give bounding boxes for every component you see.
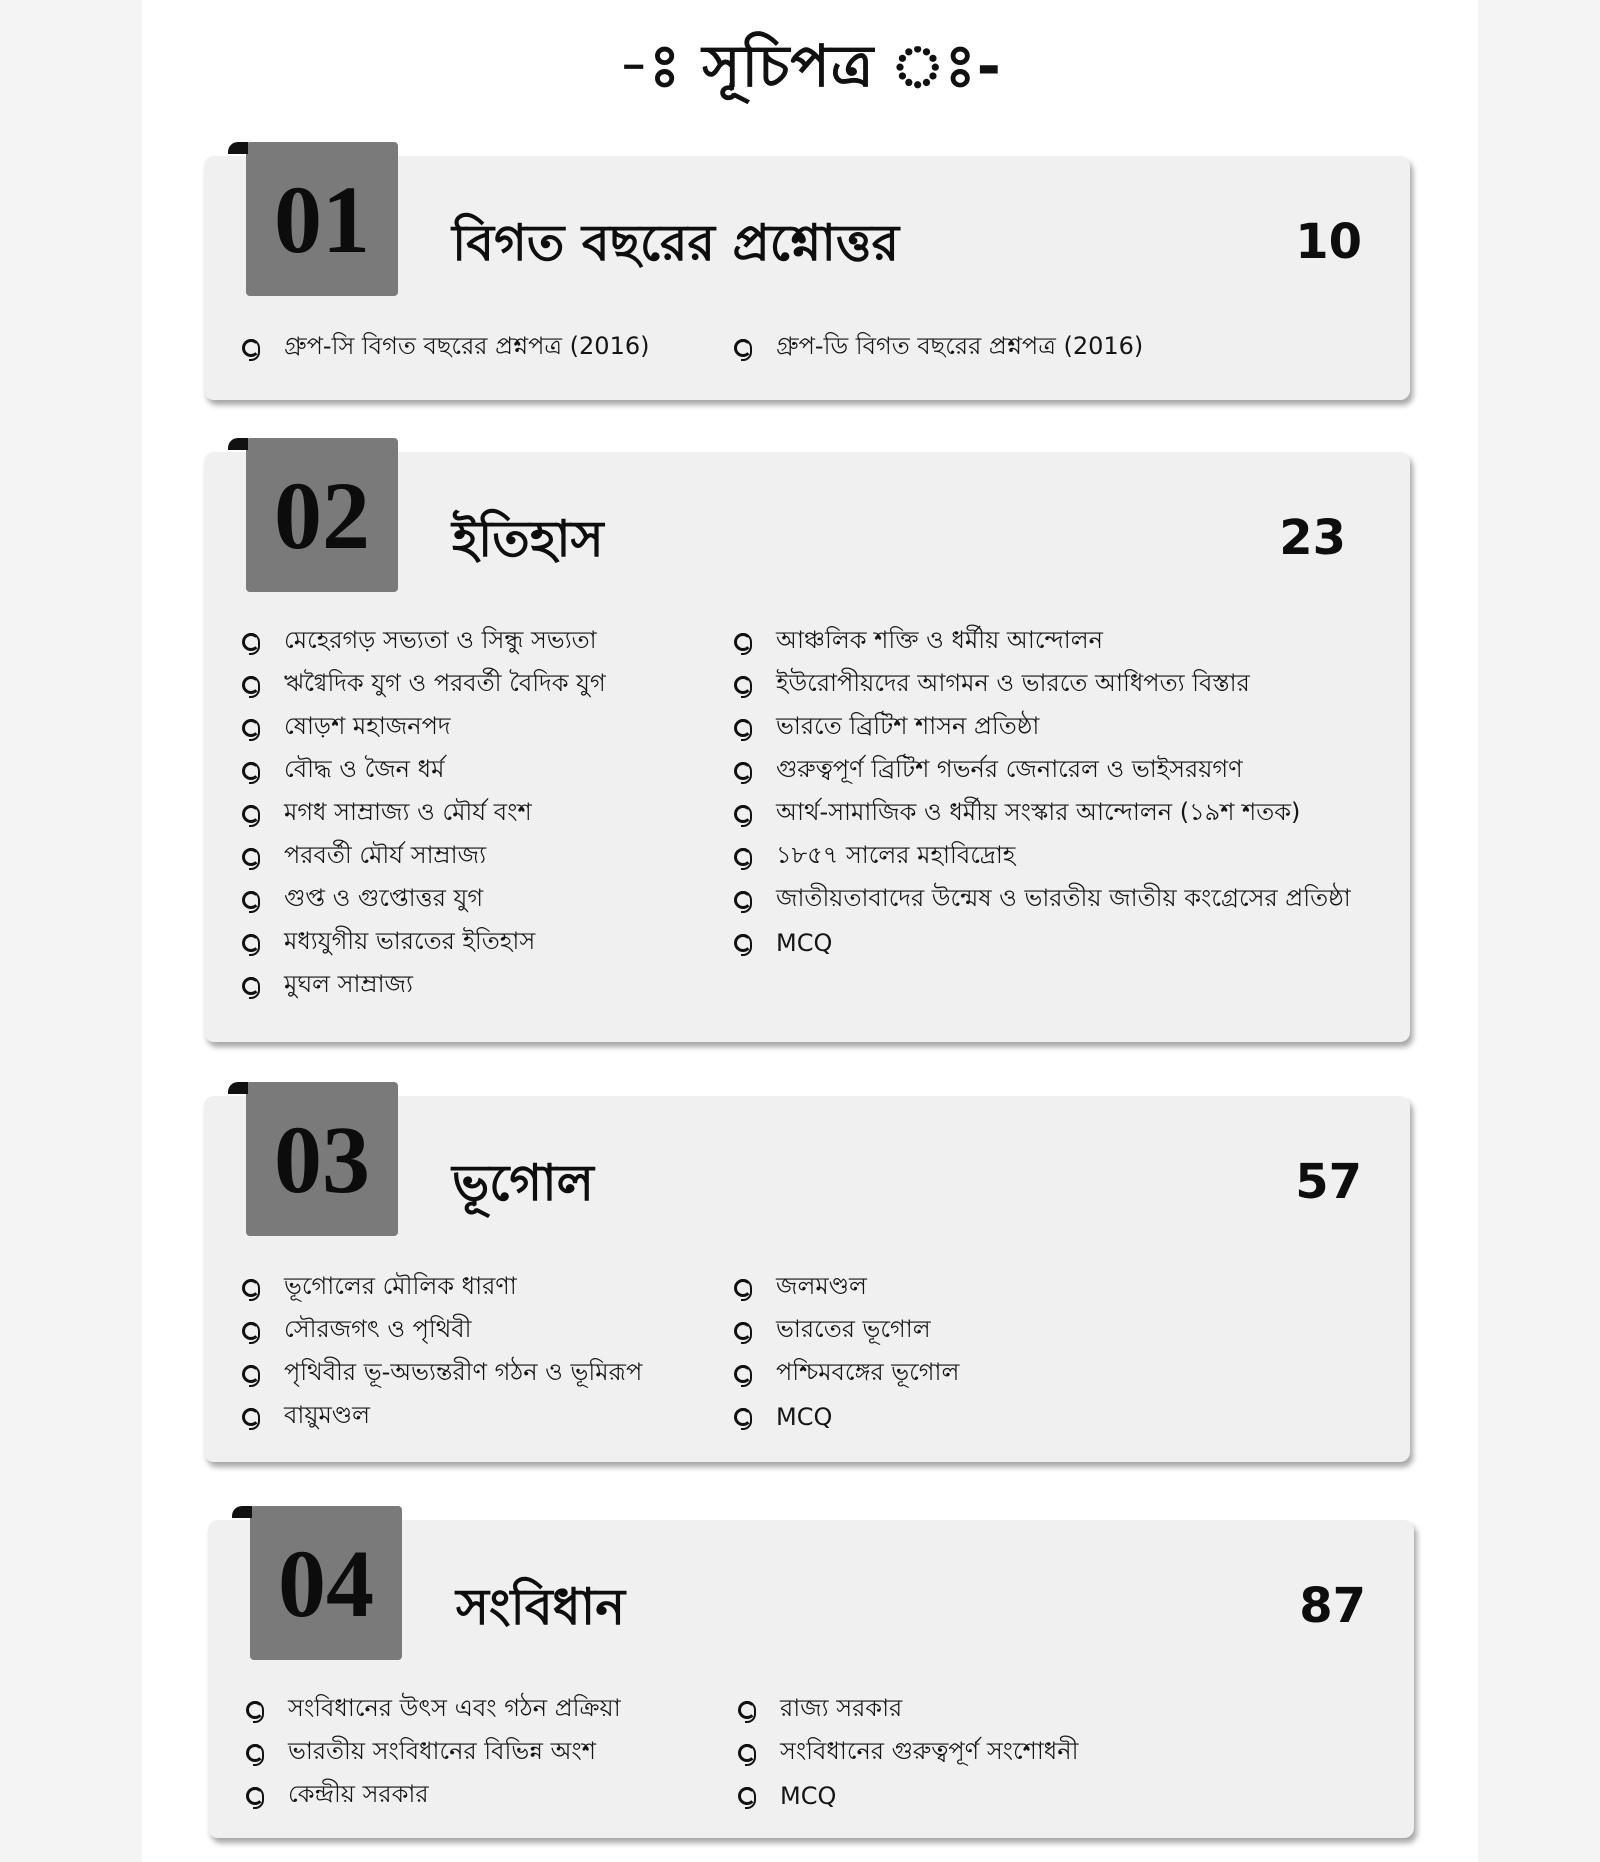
- toc-item: মধ্যযুগীয় ভারতের ইতিহাস: [242, 921, 734, 964]
- toc-item: রাজ্য সরকার: [738, 1688, 1388, 1731]
- toc-item: ১৮৫৭ সালের মহাবিদ্রোহ: [734, 835, 1384, 878]
- section-items: [246, 1688, 1388, 1817]
- section-page-number: 23: [1279, 510, 1346, 566]
- section-number-tab: [246, 142, 398, 296]
- section-number: 01: [274, 165, 370, 273]
- toc-item: মুঘল সাম্রাজ্য: [242, 964, 734, 1007]
- section-items: [242, 326, 1384, 369]
- circle-bullet-icon: [738, 1787, 756, 1805]
- section-items: [242, 620, 1384, 1007]
- section-page-number: 10: [1295, 214, 1362, 270]
- toc-item: গ্রুপ-সি বিগত বছরের প্রশ্নপত্র (2016): [242, 326, 734, 369]
- circle-bullet-icon: [242, 805, 260, 823]
- circle-bullet-icon: [738, 1701, 756, 1719]
- circle-bullet-icon: [734, 719, 752, 737]
- circle-bullet-icon: [242, 1408, 260, 1426]
- circle-bullet-icon: [734, 762, 752, 780]
- section-title: ইতিহাস: [452, 510, 604, 568]
- section-title: ভূগোল: [452, 1154, 594, 1212]
- toc-item: জলমণ্ডল: [734, 1266, 1384, 1309]
- circle-bullet-icon: [246, 1787, 264, 1805]
- circle-bullet-icon: [242, 848, 260, 866]
- toc-item: MCQ: [738, 1774, 1388, 1817]
- circle-bullet-icon: [734, 805, 752, 823]
- toc-item: গ্রুপ-ডি বিগত বছরের প্রশ্নপত্র (2016): [734, 326, 1384, 369]
- section-number-tab: [250, 1506, 402, 1660]
- section-number: 03: [274, 1105, 370, 1213]
- circle-bullet-icon: [738, 1744, 756, 1762]
- circle-bullet-icon: [734, 1365, 752, 1383]
- circle-bullet-icon: [242, 934, 260, 952]
- section-number: 04: [278, 1529, 374, 1637]
- section-title: সংবিধান: [456, 1578, 626, 1636]
- section-01: [204, 156, 1410, 400]
- circle-bullet-icon: [242, 1279, 260, 1297]
- toc-item: ভূগোলের মৌলিক ধারণা: [242, 1266, 734, 1309]
- section-items: [242, 1266, 1384, 1438]
- toc-item: ষোড়শ মহাজনপদ: [242, 706, 734, 749]
- page-title: -ঃ সূচিপত্র ঃ-: [618, 32, 1002, 100]
- toc-page: [142, 0, 1478, 1862]
- section-title: বিগত বছরের প্রশ্নোত্তর: [452, 214, 900, 272]
- section-03: [204, 1096, 1410, 1462]
- toc-item: পরবর্তী মৌর্য সাম্রাজ্য: [242, 835, 734, 878]
- toc-item: পৃথিবীর ভূ-অভ্যন্তরীণ গঠন ও ভূমিরূপ: [242, 1352, 734, 1395]
- section-02: [204, 452, 1410, 1042]
- section-number-tab: [246, 1082, 398, 1236]
- circle-bullet-icon: [242, 891, 260, 909]
- circle-bullet-icon: [246, 1701, 264, 1719]
- section-page-number: 57: [1295, 1154, 1362, 1210]
- section-number-tab: [246, 438, 398, 592]
- toc-item: বায়ুমণ্ডল: [242, 1395, 734, 1438]
- circle-bullet-icon: [242, 633, 260, 651]
- circle-bullet-icon: [246, 1744, 264, 1762]
- section-number: 02: [274, 461, 370, 569]
- toc-item: আর্থ-সামাজিক ও ধর্মীয় সংস্কার আন্দোলন (১৯শ শতক): [734, 792, 1384, 835]
- circle-bullet-icon: [734, 339, 752, 357]
- toc-item: সংবিধানের উৎস এবং গঠন প্রক্রিয়া: [246, 1688, 738, 1731]
- circle-bullet-icon: [734, 633, 752, 651]
- circle-bullet-icon: [242, 977, 260, 995]
- toc-item: মেহেরগড় সভ্যতা ও সিন্ধু সভ্যতা: [242, 620, 734, 663]
- toc-item: ভারতীয় সংবিধানের বিভিন্ন অংশ: [246, 1731, 738, 1774]
- toc-item: ঋগ্বৈদিক যুগ ও পরবর্তী বৈদিক যুগ: [242, 663, 734, 706]
- toc-item: সৌরজগৎ ও পৃথিবী: [242, 1309, 734, 1352]
- circle-bullet-icon: [242, 1365, 260, 1383]
- circle-bullet-icon: [734, 848, 752, 866]
- toc-item: গুরুত্বপূর্ণ ব্রিটিশ গভর্নর জেনারেল ও ভাইসরয়গণ: [734, 749, 1384, 792]
- toc-item: MCQ: [734, 1395, 1384, 1438]
- circle-bullet-icon: [734, 1279, 752, 1297]
- circle-bullet-icon: [242, 339, 260, 357]
- toc-item: জাতীয়তাবাদের উন্মেষ ও ভারতীয় জাতীয় কংগ্রেসের প্রতিষ্ঠা: [734, 878, 1384, 921]
- section-page-number: 87: [1299, 1578, 1366, 1634]
- circle-bullet-icon: [242, 676, 260, 694]
- toc-item: পশ্চিমবঙ্গের ভূগোল: [734, 1352, 1384, 1395]
- circle-bullet-icon: [242, 1322, 260, 1340]
- toc-item: গুপ্ত ও গুপ্তোত্তর যুগ: [242, 878, 734, 921]
- circle-bullet-icon: [242, 719, 260, 737]
- toc-item: ভারতের ভূগোল: [734, 1309, 1384, 1352]
- toc-item: আঞ্চলিক শক্তি ও ধর্মীয় আন্দোলন: [734, 620, 1384, 663]
- circle-bullet-icon: [734, 1322, 752, 1340]
- toc-item: কেন্দ্রীয় সরকার: [246, 1774, 738, 1817]
- toc-item: সংবিধানের গুরুত্বপূর্ণ সংশোধনী: [738, 1731, 1388, 1774]
- circle-bullet-icon: [734, 891, 752, 909]
- toc-item: ইউরোপীয়দের আগমন ও ভারতে আধিপত্য বিস্তার: [734, 663, 1384, 706]
- toc-item: ভারতে ব্রিটিশ শাসন প্রতিষ্ঠা: [734, 706, 1384, 749]
- circle-bullet-icon: [734, 934, 752, 952]
- toc-item: MCQ: [734, 921, 1384, 964]
- toc-item: বৌদ্ধ ও জৈন ধর্ম: [242, 749, 734, 792]
- circle-bullet-icon: [734, 1408, 752, 1426]
- toc-item: মগধ সাম্রাজ্য ও মৌর্য বংশ: [242, 792, 734, 835]
- section-04: [208, 1520, 1414, 1838]
- circle-bullet-icon: [734, 676, 752, 694]
- circle-bullet-icon: [242, 762, 260, 780]
